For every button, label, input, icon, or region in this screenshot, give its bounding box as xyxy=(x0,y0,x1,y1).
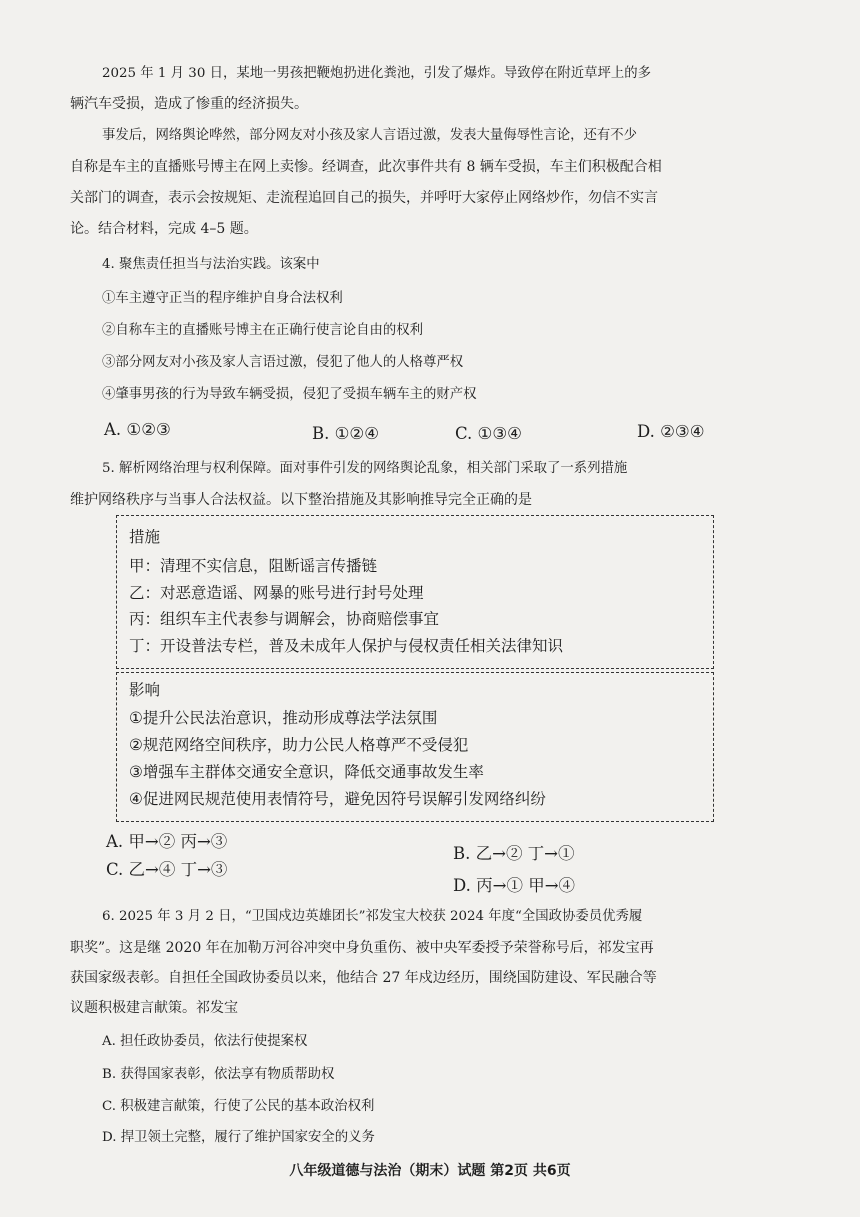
q5-option-d[interactable]: D. 丙→① 甲→④ xyxy=(453,876,576,895)
material-line: 事发后，网络舆论哗然，部分网友对小孩及家人言语过激，发表大量侮辱性言论，还有不少 xyxy=(102,128,638,143)
material-line: 自称是车主的直播账号博主在网上卖惨。经调查，此次事件共有 8 辆车受损，车主们积极配合相 xyxy=(70,159,662,175)
q4-option-b[interactable]: B. ①②④ xyxy=(312,424,379,443)
q5-option-b[interactable]: B. 乙→② 丁→① xyxy=(453,844,575,863)
effect-item: ③增强车主群体交通安全意识，降低交通事故发生率 xyxy=(129,763,484,781)
q5-option-a[interactable]: A. 甲→② 丙→③ xyxy=(106,832,228,851)
material-line: 辆汽车受损，造成了惨重的经济损失。 xyxy=(70,96,308,112)
measures-title: 措施 xyxy=(129,528,161,546)
material-line: 论。结合材料，完成 4–5 题。 xyxy=(70,221,258,237)
q6-option-c[interactable]: C. 积极建言献策，行使了公民的基本政治权利 xyxy=(102,1099,375,1114)
material-line: 关部门的调查，表示会按规矩、走流程追回自己的损失，并呼吁大家停止网络炒作，勿信不实言 xyxy=(70,190,658,206)
material-line: 2025 年 1 月 30 日，某地一男孩把鞭炮扔进化粪池，引发了爆炸。导致停在附近草坪上的多 xyxy=(102,66,651,81)
effects-title: 影响 xyxy=(129,681,161,699)
effect-item: ④促进网民规范使用表情符号，避免因符号误解引发网络纠纷 xyxy=(129,790,546,808)
q4-item: ③部分网友对小孩及家人言语过激，侵犯了他人的人格尊严权 xyxy=(102,355,464,370)
q4-option-c[interactable]: C. ①③④ xyxy=(455,424,522,443)
q4-item: ④肇事男孩的行为导致车辆受损，侵犯了受损车辆车主的财产权 xyxy=(102,387,477,402)
page-footer: 八年级道德与法治（期末）试题 第2页 共6页 xyxy=(289,1163,571,1179)
q4-option-d[interactable]: D. ②③④ xyxy=(637,422,705,441)
effect-item: ②规范网络空间秩序，助力公民人格尊严不受侵犯 xyxy=(129,736,469,754)
measure-item: 丁：开设普法专栏，普及未成年人保护与侵权责任相关法律知识 xyxy=(129,637,564,655)
q4-option-a[interactable]: A. ①②③ xyxy=(104,420,171,439)
measure-item: 丙：组织车主代表参与调解会，协商赔偿事宜 xyxy=(129,610,440,628)
measure-item: 乙：对恶意造谣、网暴的账号进行封号处理 xyxy=(129,584,424,602)
q6-option-d[interactable]: D. 捍卫领土完整，履行了维护国家安全的义务 xyxy=(102,1130,375,1145)
q4-item: ①车主遵守正当的程序维护自身合法权利 xyxy=(102,291,343,306)
measure-item: 甲：清理不实信息，阻断谣言传播链 xyxy=(129,557,378,575)
q6-stem: 职奖”。这是继 2020 年在加勒万河谷冲突中身负重伤、被中央军委授予荣誉称号后，祁发宝再 xyxy=(70,940,654,956)
q5-stem: 维护网络秩序与当事人合法权益。以下整治措施及其影响推导完全正确的是 xyxy=(70,492,532,508)
q5-stem: 5. 解析网络治理与权利保障。面对事件引发的网络舆论乱象，相关部门采取了一系列措施 xyxy=(102,461,628,476)
q6-stem: 6. 2025 年 3 月 2 日，“卫国戍边英雄团长”祁发宝大校获 2024 年度“全国政协委员优秀履 xyxy=(102,909,643,924)
q6-option-a[interactable]: A. 担任政协委员，依法行使提案权 xyxy=(102,1034,308,1049)
q6-stem: 议题积极建言献策。祁发宝 xyxy=(70,1000,238,1016)
q4-stem: 4. 聚焦责任担当与法治实践。该案中 xyxy=(102,257,320,272)
measures-box xyxy=(116,515,714,669)
effect-item: ①提升公民法治意识，推动形成尊法学法氛围 xyxy=(129,709,438,727)
q6-stem: 获国家级表彰。自担任全国政协委员以来，他结合 27 年戍边经历，围绕国防建设、军民融合等 xyxy=(70,970,657,986)
q5-option-c[interactable]: C. 乙→④ 丁→③ xyxy=(106,860,228,879)
q4-item: ②自称车主的直播账号博主在正确行使言论自由的权利 xyxy=(102,323,424,338)
effects-box xyxy=(116,672,714,822)
q6-option-b[interactable]: B. 获得国家表彰，依法享有物质帮助权 xyxy=(102,1067,335,1082)
